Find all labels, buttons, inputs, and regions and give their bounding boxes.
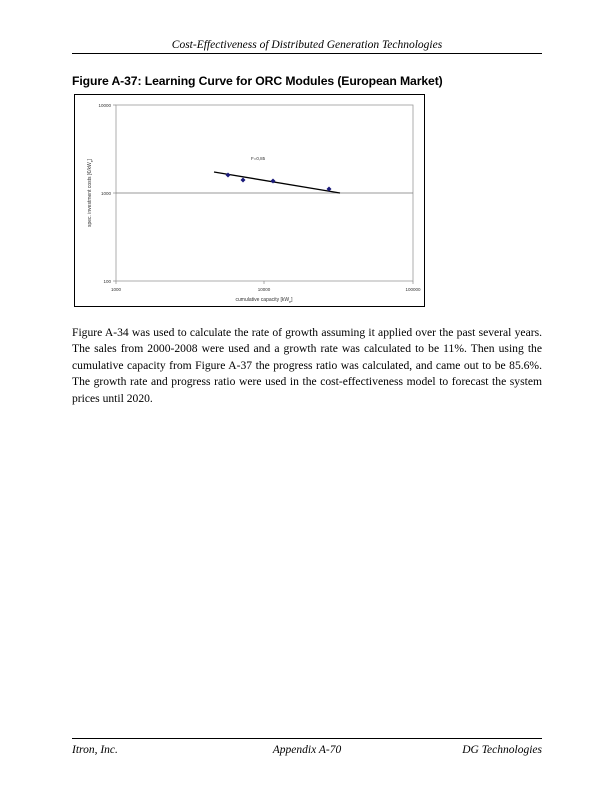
footer-company: Itron, Inc. bbox=[72, 744, 118, 756]
figure-caption: Figure A-37: Learning Curve for ORC Modules (European Market) bbox=[72, 74, 443, 88]
body-paragraph: Figure A-34 was used to calculate the rate of growth assuming it applied over the past several years. The sales from 2000-2008 were used and a growth rate was calculated to be 11%. Then using the cumulative capacity from Figure A-37 the progress ratio was calculated, and came out to be 85.6%. The growth rate and progress ratio were used in the cost-effectiveness model to forecast the system prices until 2020. bbox=[72, 326, 542, 405]
header-rule bbox=[72, 53, 542, 54]
x-tick-1000: 1000 bbox=[110, 287, 122, 292]
y-axis-label: spec. investment costs $[€/kW_e]$ bbox=[87, 158, 94, 228]
x-tick-10000: 10000 bbox=[257, 287, 271, 292]
footer-page-number: Appendix A-70 bbox=[272, 744, 342, 756]
footer-rule bbox=[72, 738, 542, 739]
x-tick-100000: 100000 bbox=[405, 287, 421, 292]
y-tick-10000: 10000 bbox=[98, 103, 111, 108]
running-header: Cost-Effectiveness of Distributed Generation Technologies bbox=[171, 39, 443, 51]
progress-ratio-annotation: F=0,85 bbox=[251, 156, 266, 161]
y-tick-1000: 1000 bbox=[100, 191, 111, 196]
chart-frame bbox=[74, 94, 425, 307]
learning-curve-chart bbox=[75, 95, 426, 308]
y-tick-100: 100 bbox=[103, 279, 111, 284]
x-axis-label: cumulative capacity $[kW_e]$ bbox=[235, 297, 293, 304]
footer-section: DG Technologies bbox=[462, 744, 542, 756]
